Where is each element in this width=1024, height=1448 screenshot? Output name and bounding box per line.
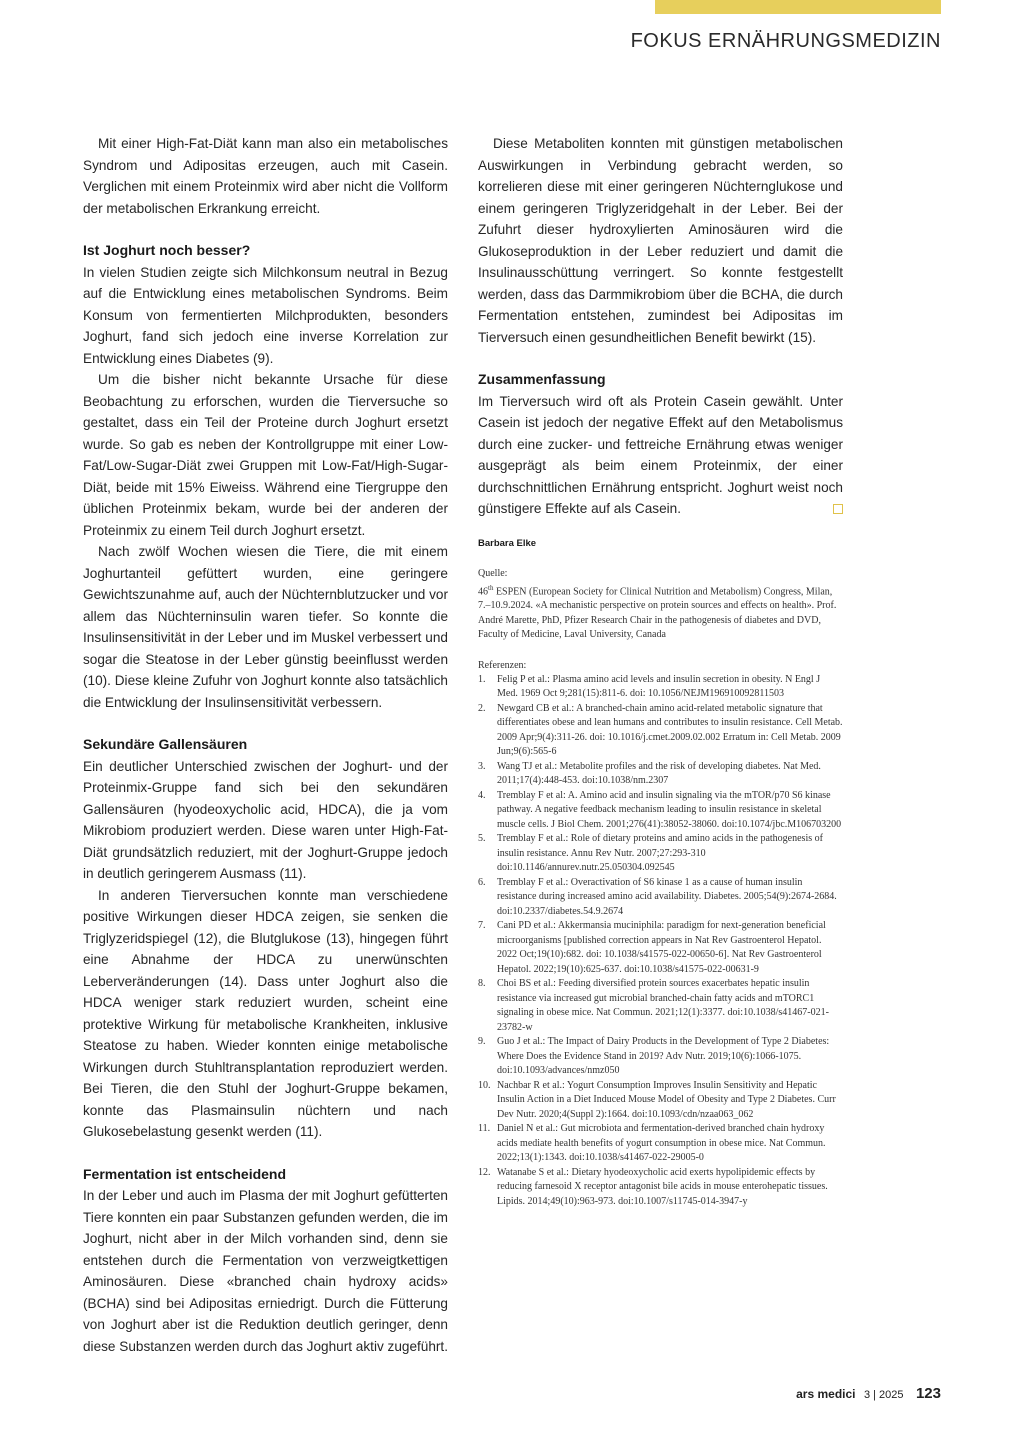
reference-text: Watanabe S et al.: Dietary hyodeoxycholic acid exerts hypolipidemic effects by reducing farnesoid X receptor antagonist bile acids in mouse enterohepatic tissues. Lipids. 2014;49(10):963-973. doi:10.1007/s11745-014-3947-y <box>497 1166 828 1207</box>
reference-text: Choi BS et al.: Feeding diversified protein sources exacerbates hepatic insulin resistance via increased gut microbial branched-chain fatty acids and mTORC1 signaling in obese mice. Nat Commun. 2021;12(1):3377. doi:10.1038/s41467-021-23782-w <box>497 978 829 1033</box>
reference-text: Guo J et al.: The Impact of Dairy Products in the Development of Type 2 Diabetes: Where Does the Evidence Stand in 2019? Adv Nutr. 2019;10(6):1066-1075. doi:10.1093/advances/nmz050 <box>497 1036 830 1077</box>
reference-number: 3. <box>478 760 486 772</box>
source-description: ESPEN (European Society for Clinical Nutrition and Metabolism) Congress, Milan, 7.–10.9.2024. «A mechanistic perspective on protein sources and effects on health». Prof. André Marette, PhD, Pfizer Research Chair in the pathogenesis of diabetes and DVD, Faculty of Medicine, Laval University, Canada <box>478 585 837 641</box>
reference-item <box>478 977 843 1035</box>
source-superscript: th <box>488 583 494 592</box>
reference-number: 12. <box>478 1166 491 1178</box>
reference-item <box>478 702 843 760</box>
reference-number: 9. <box>478 1036 486 1048</box>
journal-name: ars medici <box>796 1387 856 1401</box>
header-accent-bar <box>655 0 941 14</box>
reference-text: Nachbar R et al.: Yogurt Consumption Improves Insulin Sensitivity and Hepatic Insulin Action in a Diet Induced Mouse Model of Obesity and Type 2 Diabetes. Curr Dev Nutr. 2020;4(Suppl 2):1664. doi:10.1093/cdn/nzaa063_062 <box>497 1079 836 1120</box>
section-heading: Zusammenfassung <box>478 371 606 387</box>
reference-number: 5. <box>478 833 486 845</box>
section-heading: Fermentation ist entscheidend <box>83 1165 287 1182</box>
reference-text: Wang TJ et al.: Metabolite profiles and the risk of developing diabetes. Nat Med. 2011;17(4):448-453. doi:10.1038/nm.2307 <box>497 760 821 787</box>
paragraph: Diese Metaboliten konnten mit günstigen metabolischen Auswirkungen in Verbindung gebracht werden, so korrelieren diese mit einer geringeren Nüchternglukose und einem geringeren Triglyzeridgehalt in der Leber. Bei der Zufuhrt dieser hydroxylierten Aminosäuren wird die Glukoseproduktion in der Leber reduziert und damit die Insulinausschüttung verringert. So konnte festgestellt werden, dass das Darmmikrobiom über die BCHA, die durch Fermentation entstehen, zumindest bei Adipositas im Tierversuch einen gesundheitlichen Benefit bewirkt (15). <box>478 136 843 345</box>
reference-number: 4. <box>478 789 486 801</box>
page-number: 123 <box>915 1385 941 1402</box>
page-footer <box>796 1385 941 1403</box>
section-title: FOKUS ERNÄHRUNGSMEDIZIN <box>630 30 941 52</box>
reference-item <box>478 876 843 920</box>
end-of-article-square-icon <box>833 504 843 514</box>
reference-number: 7. <box>478 920 486 932</box>
reference-number: 8. <box>478 978 486 990</box>
reference-text: Felig P et al.: Plasma amino acid levels and insulin secretion in obesity. N Engl J Med. 1969 Oct 9;281(15):811-6. doi: 10.1056/NEJM196910092811503 <box>497 673 821 700</box>
reference-number: 10. <box>478 1079 491 1091</box>
paragraph: In anderen Tierversuchen konnte man verschiedene positive Wirkungen dieser HDCA zeigen, sie senken die Triglyzeridspiegel (12), die Blutglukose (13), hingegen führt eine Abnahme der HDCA zu unerwünschten Leberveränderungen (14). Dass unter Joghurt also die HDCA weniger stark reduziert wurden, scheint eine protektive Wirkung für metabolische Krankheiten, inklusive Steatose zu haben. Wieder konnten einige metabolische Wirkungen durch Stuhltransplantation reproduziert werden. Bei Tieren, die den Stuhl der Joghurt-Gruppe bekamen, konnte das Plasmainsulin nüchtern und nach Glukosebelastung gesenkt werden (11). <box>83 887 448 1139</box>
reference-item <box>478 789 843 833</box>
reference-item <box>478 673 843 702</box>
reference-text: Cani PD et al.: Akkermansia muciniphila: paradigm for next-generation beneficial microorganisms [published correction appears in Nat Rev Gastroenterol Hepatol. 2022 Oct;19(10):682. doi: 10.1038/s41575-022-00650-6]. Nat Rev Gastroenterol Hepatol. 2022;19(10):625-637. doi:10.1038/s41575-022-00631-9 <box>497 920 826 975</box>
reference-item <box>478 1122 843 1166</box>
reference-item <box>478 760 843 789</box>
right-column <box>478 133 843 1209</box>
source-text <box>478 581 843 643</box>
reference-number: 6. <box>478 876 486 888</box>
paragraph: Ein deutlicher Unterschied zwischen der Joghurt- und der Proteinmix-Gruppe fand sich bei den sekundären Gallensäuren (hyodeoxycholic acid, HDCA), die ja vom Mikrobiom produziert werden. Diese waren unter High-Fat-Diät grundsätzlich reduziert, mit der Joghurt-Gruppe jedoch in deutlich geringerem Ausmass (11). <box>83 758 448 881</box>
paragraph: In vielen Studien zeigte sich Milchkonsum neutral in Bezug auf die Entwicklung eines metabolischen Syndroms. Beim Konsum von fermentierten Milchprodukten, besonders Joghurt, fand sich jedoch eine inverse Korrelation zur Entwicklung eines Diabetes (9). <box>83 264 448 366</box>
reference-text: Daniel N et al.: Gut microbiota and fermentation-derived branched chain hydroxy acids mediate health benefits of yogurt consumption in obese mice. Nat Commun. 2022;13(1):1343. doi:10.1038/s41467-022-29005-0 <box>497 1123 826 1164</box>
summary-text: Im Tierversuch wird oft als Protein Casein gewählt. Unter Casein ist jedoch der negative Effekt auf den Metabolismus durch eine zucker- und fettreiche Ernährung etwas weniger ausgeprägt als beim einem Proteinmix, der einer durchschnittlichen Ernährung entspricht. Joghurt weist noch günstigere Effekte auf als Casein. <box>478 393 843 516</box>
reference-text: Tremblay F et al: A. Amino acid and insulin signaling via the mTOR/p70 S6 kinase pathway. A negative feedback mechanism leading to insulin resistance in skeletal muscle cells. J Biol Chem. 2001;276(41):38052-38060. doi:10.1074/jbc.M106703200 <box>497 789 842 830</box>
references-label: Referenzen: <box>478 659 527 671</box>
reference-text: Tremblay F et al.: Role of dietary proteins and amino acids in the pathogenesis of insulin resistance. Annu Rev Nutr. 2007;27:293-310 doi:10.1146/annurev.nutr.25.050304.092545 <box>497 833 823 874</box>
author-name: Barbara Elke <box>478 537 537 549</box>
paragraph: Um die bisher nicht bekannte Ursache für diese Beobachtung zu erforschen, wurden die Tierversuche so gestaltet, dass ein Teil der Proteine durch Joghurt ersetzt wurde. So gab es neben der Kontrollgruppe mit einer Low-Fat/Low-Sugar-Diät zwei Gruppen mit Low-Fat/High-Sugar-Diät, beide mit 15% Eiweiss. Während eine Tiergruppe den üblichen Proteinmix bekam, wurde bei der anderen der Proteinmix zu einem Teil durch Joghurt ersetzt. <box>83 372 448 538</box>
references-list <box>478 673 843 1210</box>
section-heading: Ist Joghurt noch besser? <box>83 242 251 258</box>
source-label: Quelle: <box>478 567 508 579</box>
reference-number: 1. <box>478 673 486 685</box>
reference-item <box>478 1035 843 1079</box>
reference-number: 2. <box>478 702 486 714</box>
reference-item <box>478 1079 843 1123</box>
paragraph-with-end-mark <box>478 391 843 520</box>
paragraph: Nach zwölf Wochen wiesen die Tiere, die mit einem Joghurtanteil gefüttert wurden, eine geringere Gewichtszunahme auf, auch der Nüchternblutzucker und vor allem das Nüchterninsulin waren tiefer. So konnte die Insulinsensitivität in der Leber und im Muskel verbessert und sogar die Steatose in der Leber günstig beeinflusst werden (10). Diese kleine Zufuhr von Joghurt konnte also tatsächlich die Entwicklung der Insulinsensitivität verbessern. <box>83 544 448 710</box>
paragraph: Mit einer High-Fat-Diät kann man also ein metabolisches Syndrom und Adipositas erzeugen, auch mit Casein. Verglichen mit einem Proteinmix wird aber nicht die Vollform der metabolischen Erkrankung erreicht. <box>83 136 448 216</box>
left-column <box>83 133 448 1357</box>
issue-number: 3 | 2025 <box>863 1389 904 1401</box>
paragraph: In der Leber und auch im Plasma der mit Joghurt gefütterten Tiere konnten ein paar Substanzen gefunden werden, die im Joghurt, nicht aber in der Milch vorhanden sind, denn sie entstehen durch die Fermentation von verzweigtkettigen Aminosäuren. Diese «branched chain hydroxy acids» (BCHA) sind bei Adipositas erniedrigt. Durch die Fütterung von Joghurt aber ist die Reduktion deutlich geringer, denn diese Substanzen werden durch das Joghurt aktiv zugeführt. <box>83 1188 448 1354</box>
reference-text: Tremblay F et al.: Overactivation of S6 kinase 1 as a cause of human insulin resistance during increased amino acid availability. Diabetes. 2005;54(9):2674-2684. doi:10.2337/diabetes.54.9.2674 <box>497 876 837 917</box>
section-heading: Sekundäre Gallensäuren <box>83 736 248 752</box>
reference-item <box>478 919 843 977</box>
reference-text: Newgard CB et al.: A branched-chain amino acid-related metabolic signature that differentiates obese and lean humans and contributes to insulin resistance. Cell Metab. 2009 Apr;9(4):311-26. doi: 10.1016/j.cmet.2009.02.002 Erratum in: Cell Metab. 2009 Jun;9(6):565-6 <box>497 702 843 758</box>
reference-item <box>478 1166 843 1210</box>
reference-item <box>478 832 843 876</box>
source-number: 46 <box>478 585 488 597</box>
reference-number: 11. <box>478 1123 491 1135</box>
